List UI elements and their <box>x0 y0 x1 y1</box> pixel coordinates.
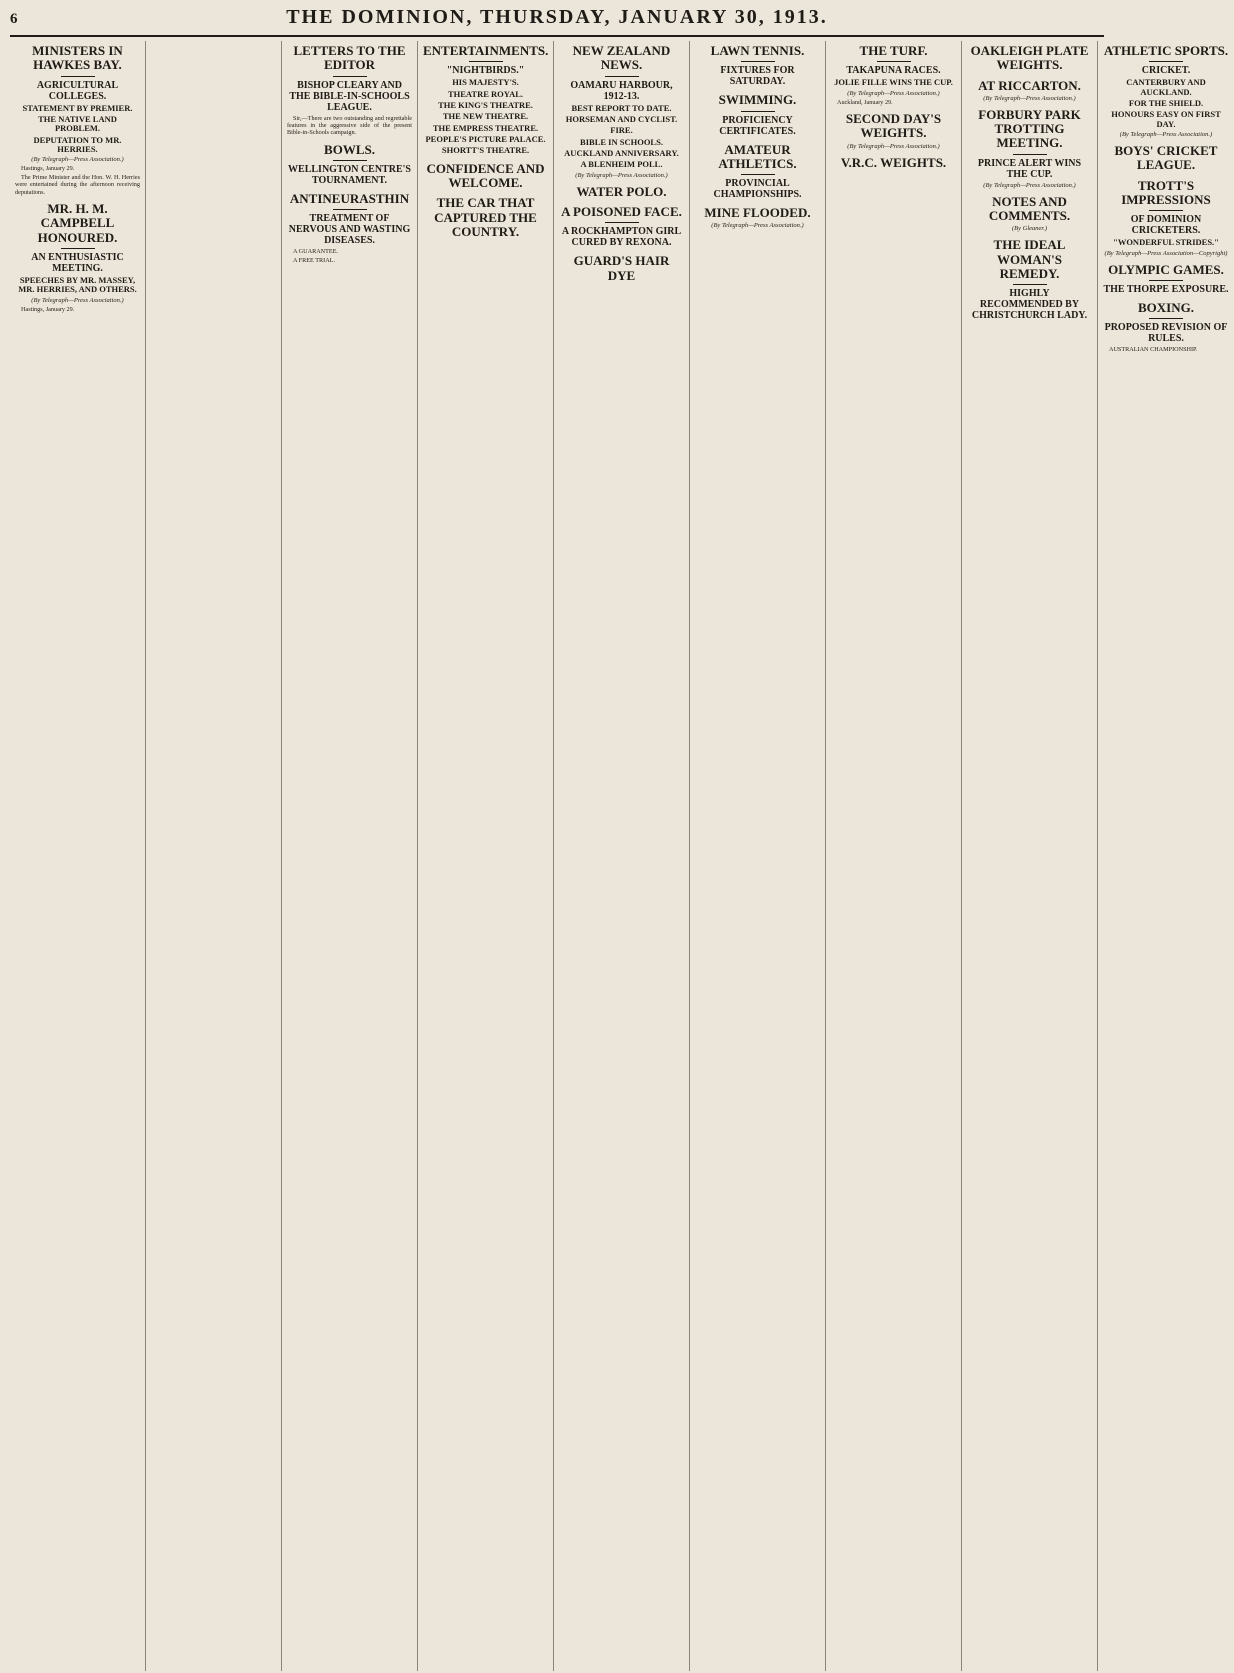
divider <box>1149 280 1183 281</box>
subheadline: WELLINGTON CENTRE'S TOURNAMENT. <box>288 164 411 187</box>
article <box>967 79 1092 102</box>
article <box>559 185 684 199</box>
article <box>15 44 140 196</box>
headline: OLYMPIC GAMES. <box>1108 261 1224 277</box>
article <box>695 143 820 201</box>
headline: BOXING. <box>1138 299 1194 315</box>
headline: FORBURY PARK TROTTING MEETING. <box>978 106 1081 151</box>
subheadline: PROVINCIAL CHAMPIONSHIPS. <box>713 178 802 201</box>
subheadline: SHORTT'S THEATRE. <box>441 145 530 156</box>
article <box>831 156 956 170</box>
subheadline: THE THORPE EXPOSURE. <box>1103 283 1229 295</box>
article <box>559 44 684 179</box>
divider <box>741 111 775 112</box>
divider <box>469 61 503 62</box>
column <box>1098 41 1234 1671</box>
article <box>1103 263 1229 295</box>
article <box>287 192 412 264</box>
column <box>146 41 282 1671</box>
article <box>967 108 1092 189</box>
subheadline: BEST REPORT TO DATE. <box>571 102 672 113</box>
subheadline: SPEECHES BY MR. MASSEY, MR. HERRIES, AND OTHERS. <box>18 274 137 295</box>
article <box>559 254 684 283</box>
subheadline: BISHOP CLEARY AND THE BIBLE-IN-SCHOOLS LEAGUE. <box>289 79 410 113</box>
headline: ANTINEURASTHIN <box>289 191 410 207</box>
column <box>690 41 826 1671</box>
headline: ENTERTAINMENTS. <box>423 43 549 58</box>
divider <box>741 174 775 175</box>
headline: AMATEUR ATHLETICS. <box>718 141 797 171</box>
column <box>826 41 962 1671</box>
subheadline: AUCKLAND ANNIVERSARY. <box>564 147 679 158</box>
headline: BOYS' CRICKET LEAGUE. <box>1114 143 1218 173</box>
article <box>695 44 820 87</box>
subheadline: THE NEW THEATRE. <box>442 111 529 122</box>
article <box>423 162 548 191</box>
headline: A POISONED FACE. <box>561 203 682 219</box>
headline: MINE FLOODED. <box>704 205 811 221</box>
subheadline: THE EMPRESS THEATRE. <box>432 122 539 133</box>
headline: AT RICCARTON. <box>978 77 1081 93</box>
headline: NOTES AND COMMENTS. <box>988 193 1071 224</box>
article <box>1103 179 1229 257</box>
byline: (By Telegraph—Press Association—Copyright) <box>1104 249 1228 257</box>
article <box>967 44 1092 73</box>
divider <box>61 76 95 77</box>
divider <box>333 209 367 210</box>
article <box>15 202 140 313</box>
subheadline: OAMARU HARBOUR, 1912-13. <box>570 79 673 102</box>
subheadline: FOR THE SHIELD. <box>1128 97 1204 108</box>
article <box>287 143 412 186</box>
article <box>423 44 548 156</box>
subheadline: "WONDERFUL STRIDES." <box>1113 237 1219 248</box>
byline: (By Telegraph—Press Association.) <box>983 94 1076 102</box>
subheadline: JOLIE FILLE WINS THE CUP. <box>834 77 953 88</box>
body-paragraph: Auckland, January 29. <box>837 98 893 106</box>
subheadline: THE NATIVE LAND PROBLEM. <box>38 113 117 134</box>
subheadline: A BLENHEIM POLL. <box>580 159 663 170</box>
subheadline: CANTERBURY AND AUCKLAND. <box>1126 77 1206 97</box>
subheadline: PROFICIENCY CERTIFICATES. <box>719 114 796 137</box>
byline: (By Telegraph—Press Association.) <box>711 222 804 230</box>
subheadline: PEOPLE'S PICTURE PALACE. <box>425 134 546 145</box>
subheadline: FIRE. <box>610 125 633 136</box>
byline: (By Telegraph—Press Association.) <box>983 181 1076 189</box>
subheadline: BIBLE IN SCHOOLS. <box>580 136 663 147</box>
article <box>1103 44 1229 138</box>
byline: (By Telegraph—Press Association.) <box>31 296 124 304</box>
divider <box>1149 210 1183 211</box>
subheadline: THE KING'S THEATRE. <box>438 99 533 110</box>
masthead <box>10 6 1104 37</box>
subheadline: AN ENTHUSIASTIC MEETING. <box>31 251 124 274</box>
subheadline: HIGHLY RECOMMENDED BY CHRISTCHURCH LADY. <box>971 288 1088 322</box>
body-paragraph: Hastings, January 29. <box>21 305 75 313</box>
page-number: 6 <box>10 11 18 27</box>
body-paragraph: Hastings, January 29. <box>21 165 75 173</box>
subheadline: OF DOMINION CRICKETERS. <box>1130 214 1202 237</box>
column <box>10 41 146 1671</box>
subheadline: AGRICULTURAL COLLEGES. <box>36 79 119 102</box>
body-paragraph: A FREE TRIAL. <box>293 256 335 264</box>
headline: THE TURF. <box>859 43 928 58</box>
newspaper-title: THE DOMINION, THURSDAY, JANUARY 30, 1913. <box>286 6 828 28</box>
divider <box>1013 154 1047 155</box>
column <box>554 41 690 1671</box>
body-paragraph: A GUARANTEE. <box>293 248 339 256</box>
divider <box>333 160 367 161</box>
headline: THE IDEAL WOMAN'S REMEDY. <box>993 237 1066 281</box>
subheadline: A ROCKHAMPTON GIRL CURED BY REXONA. <box>561 226 682 249</box>
body-paragraph: AUSTRALIAN CHAMPIONSHIP. <box>1109 346 1198 354</box>
divider <box>61 248 95 249</box>
headline: THE CAR THAT CAPTURED THE COUNTRY. <box>434 195 537 239</box>
subheadline: STATEMENT BY PREMIER. <box>22 102 133 113</box>
byline: (By Telegraph—Press Association.) <box>1119 131 1213 139</box>
headline: NEW ZEALAND NEWS. <box>572 43 671 73</box>
headline: MINISTERS IN HAWKES BAY. <box>32 43 123 73</box>
headline: LAWN TENNIS. <box>710 43 805 58</box>
divider <box>605 76 639 77</box>
headline: V.R.C. WEIGHTS. <box>840 154 947 170</box>
article <box>967 195 1092 233</box>
headline: GUARD'S HAIR DYE <box>573 253 670 283</box>
article <box>559 205 684 248</box>
article <box>967 238 1092 321</box>
headline: TROTT'S IMPRESSIONS <box>1121 177 1211 207</box>
subheadline: HONOURS EASY ON FIRST DAY. <box>1111 109 1221 129</box>
article <box>1103 144 1229 173</box>
article <box>423 196 548 239</box>
byline: (By Telegraph—Press Association.) <box>31 156 124 164</box>
article <box>695 206 820 229</box>
subheadline: TREATMENT OF NERVOUS AND WASTING DISEASES. <box>288 213 411 247</box>
headline: WATER POLO. <box>576 183 667 199</box>
byline: (By Gleaner.) <box>1011 225 1047 233</box>
headline: SECOND DAY'S WEIGHTS. <box>845 111 942 141</box>
divider <box>1149 61 1183 62</box>
article <box>831 44 956 106</box>
byline: (By Telegraph—Press Association.) <box>847 89 940 97</box>
article <box>695 93 820 136</box>
body-paragraph: Sir,—There are two outstanding and regrettable features in the aggressive side of the present Bible-in-Schools campaign. <box>287 114 412 137</box>
headline: BOWLS. <box>324 141 375 157</box>
column <box>282 41 418 1671</box>
subheadline: DEPUTATION TO MR. HERRIES. <box>33 134 122 154</box>
article <box>1103 301 1229 354</box>
byline: (By Telegraph—Press Association.) <box>575 171 668 179</box>
subheadline: TAKAPUNA RACES. <box>846 65 941 77</box>
column <box>962 41 1098 1671</box>
divider <box>605 222 639 223</box>
subheadline: HIS MAJESTY'S. <box>452 77 519 88</box>
subheadline: CRICKET. <box>1141 65 1191 77</box>
article <box>831 112 956 150</box>
columns-container <box>10 41 1229 1671</box>
divider <box>1013 284 1047 285</box>
subheadline: PRINCE ALERT WINS THE CUP. <box>977 157 1082 180</box>
divider <box>333 76 367 77</box>
divider <box>877 61 911 62</box>
subheadline: THEATRE ROYAL. <box>447 88 524 99</box>
article <box>287 44 412 137</box>
body-paragraph: The Prime Minister and the Hon. W. H. Herries were entertained during the afternoon receiving deputations. <box>15 173 140 196</box>
divider <box>741 61 775 62</box>
headline: MR. H. M. CAMPBELL HONOURED. <box>37 200 118 245</box>
divider <box>1149 318 1183 319</box>
headline: LETTERS TO THE EDITOR <box>293 43 406 73</box>
byline: (By Telegraph—Press Association.) <box>847 142 940 150</box>
subheadline: HORSEMAN AND CYCLIST. <box>565 113 678 124</box>
subheadline: FIXTURES FOR SATURDAY. <box>720 65 795 88</box>
headline: OAKLEIGH PLATE WEIGHTS. <box>970 43 1089 73</box>
column <box>418 41 554 1671</box>
subheadline: "NIGHTBIRDS." <box>446 65 525 77</box>
headline: CONFIDENCE AND WELCOME. <box>426 160 545 190</box>
headline: ATHLETIC SPORTS. <box>1103 43 1229 58</box>
subheadline: PROPOSED REVISION OF RULES. <box>1104 322 1228 345</box>
headline: SWIMMING. <box>718 92 797 108</box>
